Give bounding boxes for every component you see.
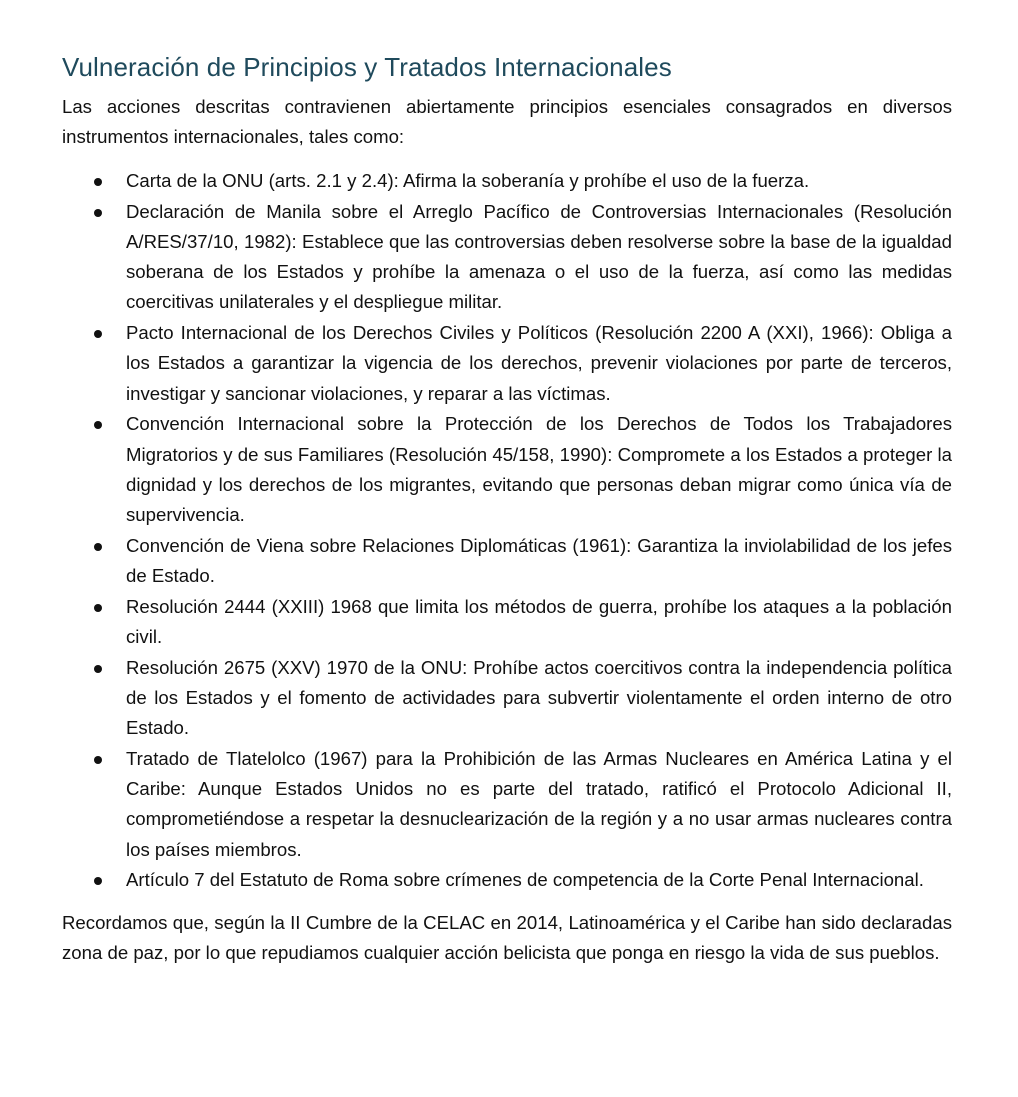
list-item: [62, 318, 952, 409]
bullet-icon: [94, 604, 102, 612]
list-item-text: Artículo 7 del Estatuto de Roma sobre crímenes de competencia de la Corte Penal Internacional.: [126, 869, 924, 891]
list-item: [62, 653, 952, 744]
list-item-text: Convención Internacional sobre la Protección de los Derechos de Todos los Trabajadores Migratorios y de sus Familiares (Resolución 45/158, 1990): Compromete a los Estados a proteger la dignidad y los derechos de los migrantes, evitando que personas deban migrar como única vía de supervivencia.: [126, 413, 952, 526]
bullet-icon: [94, 421, 102, 429]
bullet-icon: [94, 178, 102, 186]
list-item-text: Pacto Internacional de los Derechos Civiles y Políticos (Resolución 2200 A (XXI), 1966): Obliga a los Estados a garantizar la vigencia de los derechos, prevenir violaciones por parte de terceros, investigar y sancionar violaciones, y reparar a las víctimas.: [126, 322, 952, 404]
bullet-icon: [94, 756, 102, 764]
bullet-icon: [94, 209, 102, 217]
document-page: [62, 50, 952, 969]
list-item-text: Carta de la ONU (arts. 2.1 y 2.4): Afirma la soberanía y prohíbe el uso de la fuerza.: [126, 170, 810, 191]
intro-paragraph: Las acciones descritas contravienen abiertamente principios esenciales consagrados en diversos instrumentos internacionales, tales como:: [62, 96, 952, 147]
list-item-text: Resolución 2675 (XXV) 1970 de la ONU: Prohíbe actos coercitivos contra la independencia política de los Estados y el fomento de actividades para subvertir violentamente el orden interno de otro Estado.: [126, 656, 952, 739]
list-item-text: Tratado de Tlatelolco (1967) para la Prohibición de las Armas Nucleares en América Latina y el Caribe: Aunque Estados Unidos no es parte del tratado, ratificó el Protocolo Adicional II, comprometiéndose a respetar la desnuclearización de la región y a no usar armas nucleares contra los países miembros.: [126, 748, 952, 860]
list-item: [62, 531, 952, 591]
closing-paragraph: Recordamos que, según la II Cumbre de la CELAC en 2014, Latinoamérica y el Caribe han sido declaradas zona de paz, por lo que repudiamos cualquier acción belicista que ponga en riesgo la vida de sus pueblos.: [62, 911, 952, 964]
list-item: [62, 409, 952, 530]
list-item: [62, 166, 952, 196]
list-item: [62, 865, 952, 895]
treaty-list: [62, 166, 952, 896]
list-item: [62, 592, 952, 652]
list-item: [62, 744, 952, 865]
bullet-icon: [94, 543, 102, 551]
list-item-text: Resolución 2444 (XXIII) 1968 que limita los métodos de guerra, prohíbe los ataques a la población civil.: [126, 595, 952, 648]
bullet-icon: [94, 665, 102, 673]
list-item-text: Declaración de Manila sobre el Arreglo Pacífico de Controversias Internacionales (Resolución A/RES/37/10, 1982): Establece que las controversias deben resolverse sobre la base de la igualdad soberana de los Estados y prohíbe la amenaza o el uso de la fuerza, así como las medidas coercitivas unilaterales y el despliegue militar.: [126, 200, 952, 313]
list-item-text: Convención de Viena sobre Relaciones Diplomáticas (1961): Garantiza la inviolabilidad de los jefes de Estado.: [126, 534, 952, 587]
section-heading: Vulneración de Principios y Tratados Internacionales: [62, 52, 672, 82]
bullet-icon: [94, 330, 102, 338]
bullet-icon: [94, 877, 102, 885]
list-item: [62, 197, 952, 318]
